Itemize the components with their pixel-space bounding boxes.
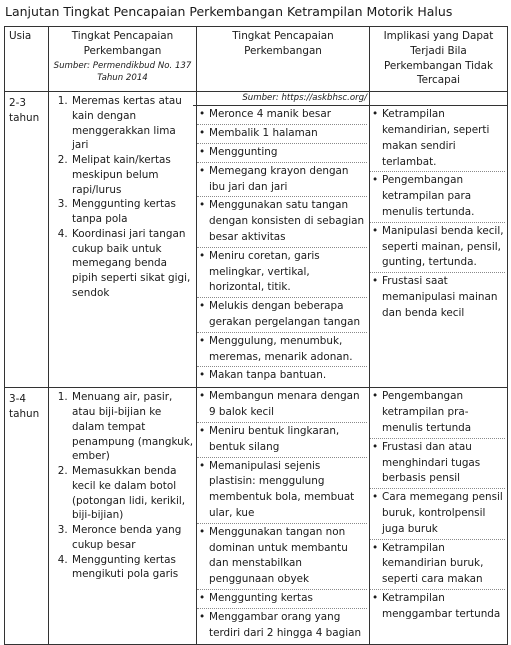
list-item: • Frustasi saat memanipulasi mainan dan benda kecil	[370, 274, 505, 322]
list-item: 3. Menggunting kertas tanpa pola	[71, 197, 194, 227]
col-c-cell	[370, 92, 508, 388]
list-item: • Pengembangan ketrampilan para menulis tertunda.	[370, 173, 505, 222]
list-item: • Menggambar orang yang terdiri dari 2 hingga 4 bagian	[197, 610, 367, 643]
col-c-list	[370, 107, 505, 323]
list-item: 4. Koordinasi jari tangan cukup baik untuk memegang benda pipih seperti sikat gigi, sendok	[71, 227, 194, 301]
header-col-a	[49, 27, 197, 92]
list-item: 1. Menuang air, pasir, atau biji-bijian ke dalam tempat penampung (mangkuk, ember)	[71, 390, 194, 464]
header-col-c	[370, 27, 508, 92]
list-item: • Membalik 1 halaman	[197, 126, 367, 144]
list-item: • Frustasi dan atau menghindari tugas berbasis pensil	[370, 440, 505, 489]
header-col-b	[197, 27, 370, 92]
col-a-list	[49, 94, 194, 301]
col-b-cell	[197, 388, 370, 645]
header-usia	[5, 27, 49, 92]
list-item: • Memegang krayon dengan ibu jari dan jari	[197, 164, 367, 198]
list-item: 2. Memasukkan benda kecil ke dalam botol (potongan lidi, kerikil, biji-bijian)	[71, 464, 194, 523]
col-b-cell	[197, 92, 370, 388]
header-col-c-label: Implikasi yang Dapat Terjadi Bila Perkembangan Tidak Tercapai	[383, 30, 494, 87]
list-item: • Menggunakan tangan non dominan untuk membantu dan menstabilkan penggunaan obyek	[197, 525, 367, 590]
list-item: • Menggunakan satu tangan dengan konsisten di sebagian besar aktivitas	[197, 198, 367, 247]
list-item: • Melukis dengan beberapa gerakan pergelangan tangan	[197, 299, 367, 333]
list-item: • Pengembangan ketrampilan pra-menulis tertunda	[370, 389, 505, 438]
list-item: • Meronce 4 manik besar	[197, 107, 367, 125]
header-col-b-label: Tingkat Pencapaian Perkembangan	[232, 30, 334, 57]
list-item: • Meniru coretan, garis melingkar, vertikal, horizontal, titik.	[197, 249, 367, 298]
col-a-cell	[49, 92, 197, 388]
col-a-list	[49, 390, 194, 582]
list-item: • Memanipulasi sejenis plastisin: menggulung membentuk bola, membuat ular, kue	[197, 459, 367, 524]
list-item: • Menggunting kertas	[197, 591, 367, 609]
list-item: 3. Meronce benda yang cukup besar	[71, 523, 194, 553]
col-b-source: Sumber: https://askbhsc.org/	[193, 92, 373, 106]
list-item: • Menggunting	[197, 145, 367, 163]
page-title: Lanjutan Tingkat Pencapaian Perkembangan Ketrampilan Motorik Halus	[5, 4, 453, 19]
development-table	[4, 26, 508, 645]
table-row	[5, 92, 508, 388]
list-item: • Meniru bentuk lingkaran, bentuk silang	[197, 424, 367, 458]
col-c-list	[370, 389, 505, 623]
usia-cell: 3-4 tahun	[5, 388, 49, 645]
list-item: • Membangun menara dengan 9 balok kecil	[197, 389, 367, 423]
header-col-a-source: Sumber: Permendikbud No. 137 Tahun 2014	[53, 60, 192, 84]
usia-cell: 2-3 tahun	[5, 92, 49, 388]
list-item: 1. Meremas kertas atau kain dengan menggerakkan lima jari	[71, 94, 194, 153]
list-item: • Manipulasi benda kecil, seperti mainan, pensil, gunting, tertunda.	[370, 224, 505, 273]
list-item: • Ketrampilan menggambar tertunda	[370, 591, 505, 624]
list-item: 4. Menggunting kertas mengikuti pola garis	[71, 553, 194, 583]
table-row	[5, 388, 508, 645]
header-col-a-label: Tingkat Pencapaian Perkembangan	[71, 30, 174, 57]
list-item: • Cara memegang pensil buruk, kontrolpensil juga buruk	[370, 490, 505, 539]
col-c-cell	[370, 388, 508, 645]
list-item: • Ketrampilan kemandirian buruk, seperti cara makan	[370, 541, 505, 590]
col-a-cell	[49, 388, 197, 645]
col-c-source-spacer	[370, 92, 507, 106]
list-item: • Ketrampilan kemandirian, seperti makan sendiri terlambat.	[370, 107, 505, 172]
col-b-list	[197, 389, 367, 642]
header-usia-label: Usia	[9, 30, 32, 42]
list-item: • Makan tanpa bantuan.	[197, 368, 367, 385]
col-b-list	[197, 107, 367, 385]
list-item: • Menggulung, menumbuk, meremas, menarik adonan.	[197, 334, 367, 368]
list-item: 2. Melipat kain/kertas meskipun belum rapi/lurus	[71, 153, 194, 197]
table-header-row	[5, 27, 508, 92]
